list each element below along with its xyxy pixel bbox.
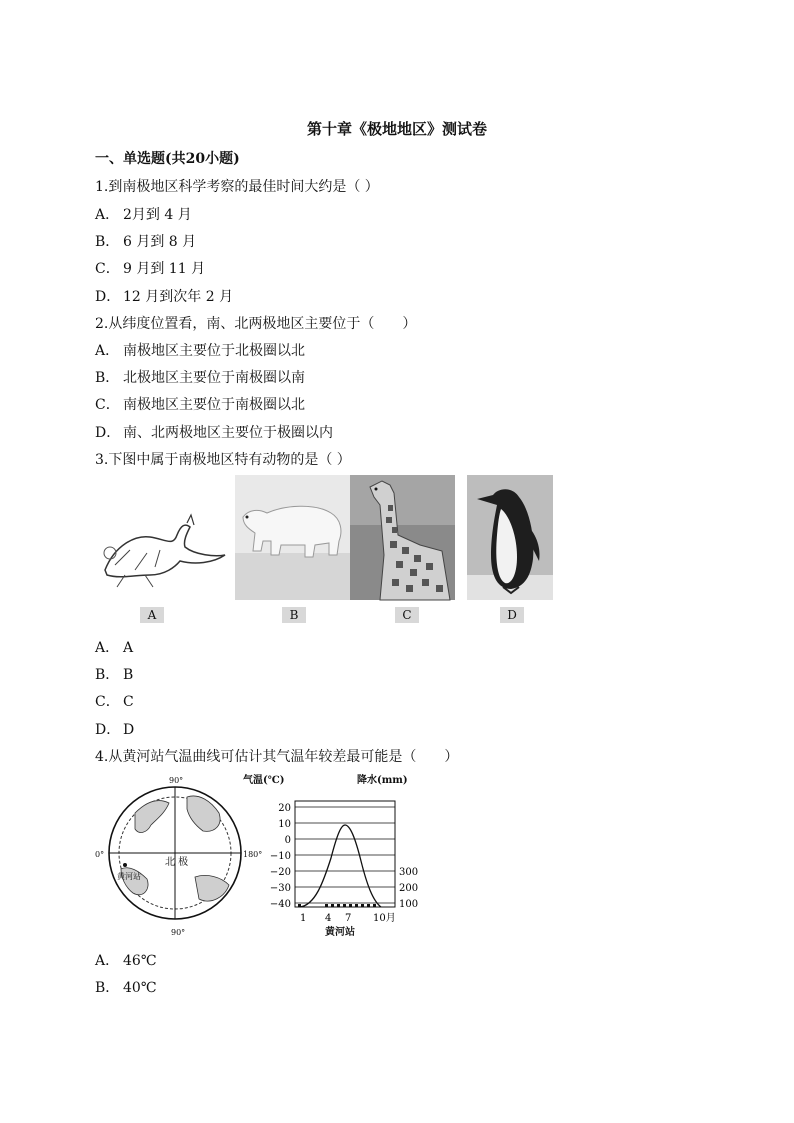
q1-option-c[interactable] xyxy=(95,258,205,278)
precip-tick-label: 300 xyxy=(399,867,419,878)
image-caption-b: B xyxy=(282,607,306,623)
q4-figure xyxy=(95,773,419,943)
q2-option-b[interactable] xyxy=(95,367,305,387)
q2-option-c[interactable] xyxy=(95,394,305,414)
precip-bar xyxy=(343,904,346,907)
temp-tick-label: −10 xyxy=(269,851,291,862)
precip-bar xyxy=(349,904,352,907)
map-label-bottom: 90° xyxy=(171,928,186,937)
animal-images xyxy=(95,475,565,625)
option-letter: A． xyxy=(95,207,120,223)
option-text: B xyxy=(123,667,134,683)
image-caption-a: A xyxy=(140,607,164,623)
precip-bar xyxy=(298,904,301,907)
arctic-map xyxy=(95,776,262,937)
option-letter: D． xyxy=(95,425,121,441)
month-tick-label: 7 xyxy=(345,913,352,924)
temp-tick-label: −20 xyxy=(269,867,291,878)
temp-tick-label: 0 xyxy=(284,835,291,846)
precip-bar xyxy=(325,904,328,907)
option-letter: D． xyxy=(95,722,121,738)
option-text: D xyxy=(123,722,135,738)
option-letter: B． xyxy=(95,980,120,996)
option-text: 北极地区主要位于南极圈以南 xyxy=(123,370,305,386)
option-letter: B． xyxy=(95,667,120,683)
q4-option-a[interactable] xyxy=(95,950,156,970)
precip-axis-label: 降水(mm) xyxy=(357,775,408,786)
option-letter: C． xyxy=(95,694,120,710)
option-text: A xyxy=(123,640,134,656)
map-label-top: 90° xyxy=(169,776,184,785)
month-tick-label: 10月 xyxy=(373,913,396,924)
option-text: 南极地区主要位于南极圈以北 xyxy=(123,397,305,413)
temp-tick-label: −40 xyxy=(269,899,291,910)
q1-option-d[interactable] xyxy=(95,286,233,306)
image-caption-d: D xyxy=(500,607,524,623)
temp-tick-label: −30 xyxy=(269,883,291,894)
option-text: 12 月到次年 2 月 xyxy=(123,289,234,305)
precip-tick-label: 100 xyxy=(399,899,419,910)
month-tick-label: 1 xyxy=(300,913,307,924)
option-text: 40℃ xyxy=(123,980,157,996)
temperature-curve xyxy=(300,825,381,907)
map-label-right: 180° xyxy=(243,850,263,859)
option-text: 46℃ xyxy=(123,953,157,969)
precip-bar xyxy=(331,904,334,907)
precip-bar xyxy=(361,904,364,907)
q4-option-b[interactable] xyxy=(95,977,156,997)
option-letter: B． xyxy=(95,234,120,250)
option-letter: A． xyxy=(95,343,120,359)
option-text: 6 月到 8 月 xyxy=(123,234,197,250)
option-letter: A． xyxy=(95,953,120,969)
map-label-left: 0° xyxy=(95,850,105,859)
question-2-stem: 2.从纬度位置看，南、北两极地区主要位于（ ） xyxy=(95,316,417,332)
option-text: C xyxy=(123,694,134,710)
image-caption-c: C xyxy=(395,607,419,623)
q3-option-c[interactable] xyxy=(95,691,134,711)
kangaroo-image xyxy=(95,475,230,600)
penguin-image xyxy=(467,475,553,600)
month-tick-label: 4 xyxy=(325,913,332,924)
temp-tick-label: 10 xyxy=(278,819,291,830)
q2-option-d[interactable] xyxy=(95,422,333,442)
q1-option-a[interactable] xyxy=(95,204,192,224)
option-text: 9 月到 11 月 xyxy=(123,261,206,277)
precip-bar xyxy=(355,904,358,907)
chart-station-label: 黄河站 xyxy=(325,927,355,938)
climate-chart xyxy=(243,773,418,938)
option-letter: B． xyxy=(95,370,120,386)
temp-axis-label: 气温(℃) xyxy=(243,775,285,786)
option-letter: D． xyxy=(95,289,121,305)
option-letter: A． xyxy=(95,640,120,656)
map-label-station: 黄河站 xyxy=(117,872,141,881)
option-letter: C． xyxy=(95,397,120,413)
q3-option-a[interactable] xyxy=(95,637,133,657)
precip-bar xyxy=(373,904,376,907)
option-text: 南、北两极地区主要位于极圈以内 xyxy=(123,425,333,441)
q2-option-a[interactable] xyxy=(95,340,305,360)
precip-bar xyxy=(367,904,370,907)
q3-option-b[interactable] xyxy=(95,664,133,684)
question-3-stem: 3.下图中属于南极地区特有动物的是（ ） xyxy=(95,452,351,468)
precip-bar xyxy=(337,904,340,907)
q1-option-b[interactable] xyxy=(95,231,196,251)
giraffe-image xyxy=(350,475,455,600)
polar-bear-image xyxy=(235,475,350,600)
page-title: 第十章《极地地区》测试卷 xyxy=(306,120,487,138)
map-label-pole: 北 极 xyxy=(165,857,189,868)
option-text: 2月到 4 月 xyxy=(123,207,192,223)
option-letter: C． xyxy=(95,261,120,277)
option-text: 南极地区主要位于北极圈以北 xyxy=(123,343,305,359)
section-heading: 一、单选题(共20小题) xyxy=(95,151,240,167)
q3-option-d[interactable] xyxy=(95,719,134,739)
precip-tick-label: 200 xyxy=(399,883,419,894)
question-1-stem: 1.到南极地区科学考察的最佳时间大约是（ ） xyxy=(95,179,379,195)
temp-tick-label: 20 xyxy=(278,803,291,814)
question-4-stem: 4.从黄河站气温曲线可估计其气温年较差最可能是（ ） xyxy=(95,749,459,765)
